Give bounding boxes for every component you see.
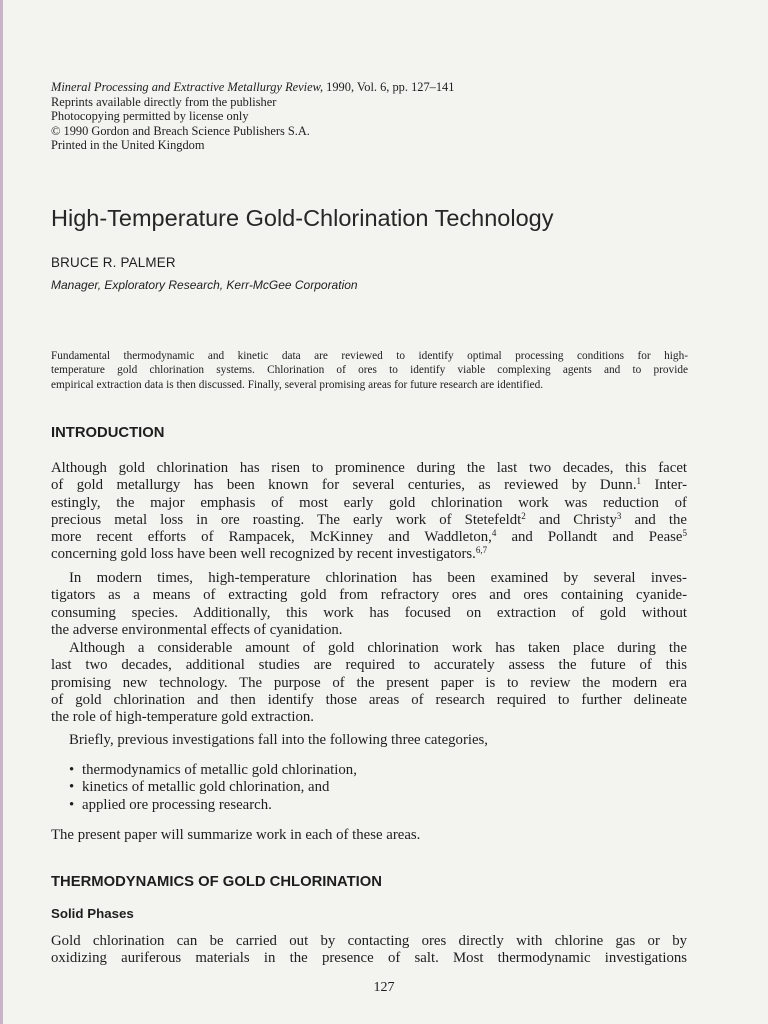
paragraph-line: In modern times, high-temperature chlorination has been examined by several inves-	[69, 570, 687, 586]
paragraph-5: The present paper will summarize work in each of these areas.	[51, 827, 421, 843]
paragraph-line	[51, 477, 687, 494]
text-run: precious metal loss in ore roasting. The early work of Stetefeldt	[51, 511, 522, 528]
list-item	[69, 779, 357, 796]
paragraph-3	[51, 640, 687, 726]
article-title: High-Temperature Gold-Chlorination Technology	[51, 205, 554, 231]
paragraph-line: Although a considerable amount of gold chlorination work has taken place during the	[69, 640, 687, 656]
photocopying-note: Photocopying permitted by license only	[51, 109, 249, 124]
section-heading-introduction: INTRODUCTION	[51, 425, 165, 441]
citation-ref: 1	[636, 476, 642, 487]
paragraph-6	[51, 933, 687, 968]
abstract-line: empirical extraction data is then discussed. Finally, several promising areas for future research are identified.	[51, 378, 544, 391]
paragraph-line: the adverse environmental effects of cyanidation.	[51, 621, 343, 638]
section-heading-thermodynamics: THERMODYNAMICS OF GOLD CHLORINATION	[51, 874, 382, 890]
paragraph-line: Although gold chlorination has risen to prominence during the last two decades, this facet	[51, 460, 687, 476]
bullet-icon: •	[69, 762, 75, 778]
category-list	[69, 762, 357, 814]
paragraph-line: estingly, the major emphasis of most early gold chlorination work was reduction of	[51, 494, 687, 511]
copyright-note: © 1990 Gordon and Breach Science Publishers S.A.	[51, 123, 310, 138]
text-run: and the	[621, 511, 687, 528]
journal-name: Mineral Processing and Extractive Metallurgy Review,	[51, 80, 324, 94]
reprints-note: Reprints available directly from the publisher	[51, 94, 277, 109]
paragraph-2	[51, 570, 687, 639]
paragraph-line: Briefly, previous investigations fall into the following three categories,	[69, 732, 489, 748]
bullet-icon: •	[69, 779, 75, 796]
citation-ref: 6,7	[475, 545, 488, 556]
text-run: and Christy	[525, 511, 617, 528]
paragraph-line: promising new technology. The purpose of the present paper is to review the modern era	[51, 674, 687, 691]
paragraph-4	[51, 732, 687, 749]
paragraph-line: oxidizing auriferous materials in the presence of salt. Most thermodynamic investigations	[51, 950, 687, 967]
paragraph-line: last two decades, additional studies are required to accurately assess the future of this	[51, 657, 687, 674]
paragraph-line: of gold chlorination and then identify those areas of research required to further delineate	[51, 691, 687, 708]
paragraph-line: consuming species. Additionally, this work has focused on extraction of gold without	[51, 604, 687, 621]
abstract-line: temperature gold chlorination systems. Chlorination of ores to identify viable complexing agents and to provide	[51, 364, 688, 377]
publication-header	[51, 80, 671, 153]
text-run: concerning gold loss have been well recognized by recent investigators.	[51, 546, 476, 563]
paragraph-line: the role of high-temperature gold extraction.	[51, 709, 314, 726]
volume-pages: 1990, Vol. 6, pp. 127–141	[323, 80, 455, 94]
paragraph-line	[51, 512, 687, 529]
text-run: and Pollandt and Pease	[496, 529, 683, 546]
citation-ref: 2	[521, 510, 526, 521]
paragraph-line: Gold chlorination can be carried out by contacting ores directly with chlorine gas or by	[51, 933, 687, 949]
paragraph-line: tigators as a means of extracting gold from refractory ores and ores containing cyanide-	[51, 587, 687, 604]
text-run: of gold metallurgy has been known for several centuries, as reviewed by Dunn.	[51, 477, 637, 494]
abstract-line: Fundamental thermodynamic and kinetic data are reviewed to identify optimal processing conditions for high-	[51, 350, 688, 362]
page-number: 127	[373, 980, 395, 995]
citation-ref: 3	[616, 510, 622, 521]
author-affiliation: Manager, Exploratory Research, Kerr-McGee Corporation	[51, 278, 358, 292]
subsection-heading-solid-phases: Solid Phases	[51, 906, 134, 921]
list-item-text: thermodynamics of metallic gold chlorination,	[82, 762, 357, 778]
citation-ref: 4	[491, 528, 497, 539]
text-run: more recent efforts of Rampacek, McKinney and Waddleton,	[51, 529, 492, 546]
paragraph-line	[51, 529, 687, 546]
list-item-text: kinetics of metallic gold chlorination, and	[82, 779, 330, 796]
author-name: BRUCE R. PALMER	[51, 255, 176, 270]
list-item	[69, 762, 357, 779]
printed-note: Printed in the United Kingdom	[51, 138, 205, 153]
text-run: Inter-	[641, 477, 688, 494]
citation-ref: 5	[682, 528, 687, 539]
abstract	[51, 349, 688, 392]
paragraph-line	[51, 546, 687, 563]
list-item	[69, 797, 357, 814]
list-item-text: applied ore processing research.	[82, 796, 272, 813]
bullet-icon: •	[69, 796, 75, 813]
paragraph-1	[51, 460, 687, 564]
page-edge	[0, 0, 3, 1024]
journal-citation	[51, 80, 671, 95]
